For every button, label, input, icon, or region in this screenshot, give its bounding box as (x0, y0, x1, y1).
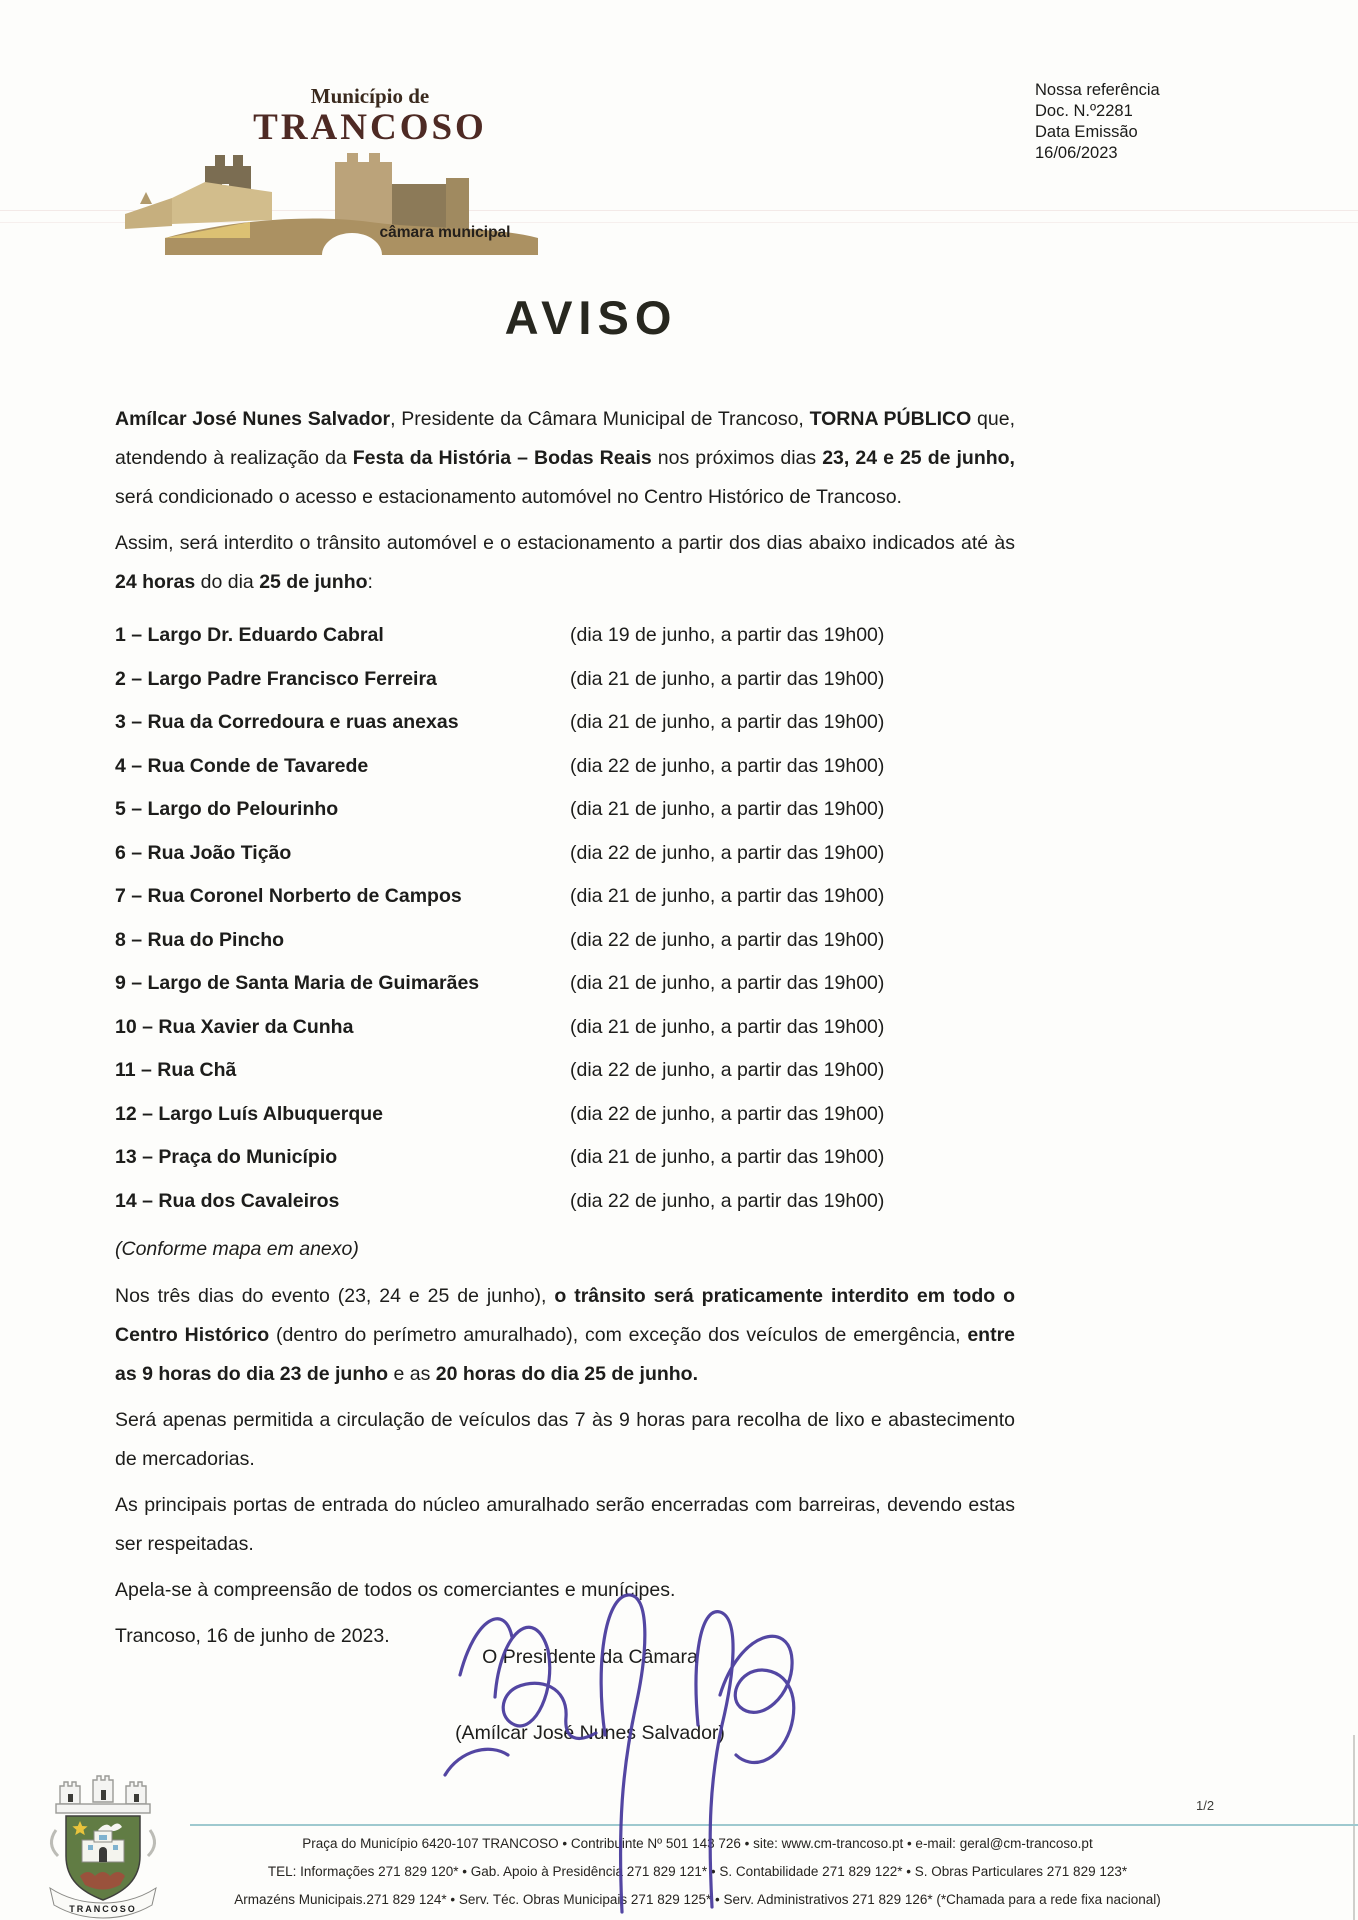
street-label: 12 – Largo Luís Albuquerque (115, 1102, 383, 1125)
logo-wordmark: TRANCOSO (253, 107, 487, 148)
street-row (115, 701, 1015, 745)
street-date: (dia 21 de junho, a partir das 19h00) (570, 667, 885, 690)
street-label: 14 – Rua dos Cavaleiros (115, 1189, 340, 1212)
street-label: 9 – Largo de Santa Maria de Guimarães (115, 972, 480, 994)
page-number: 1/2 (1196, 1798, 1215, 1813)
street-label: 2 – Largo Padre Francisco Ferreira (115, 667, 437, 690)
street-date: (dia 21 de junho, a partir das 19h00) (570, 798, 885, 820)
signer-name: (Amílcar José Nunes Salvador) (455, 1722, 725, 1744)
street-label: 1 – Largo Dr. Eduardo Cabral (115, 624, 384, 646)
intro-text: que, atendendo à realização da (115, 408, 1015, 469)
street-label: 11 – Rua Chã (115, 1059, 237, 1081)
map-annex-note: (Conforme mapa em anexo) (115, 1238, 359, 1260)
footer-phone-line: TEL: Informações 271 829 120* • Gab. Apoio à Presidência 271 829 121* • S. Contabilidade 271 829 122* • S. Obras Particulares 271 829 123* (267, 1864, 1128, 1879)
logo-municipio-text: Município de (310, 84, 430, 108)
street-date: (dia 22 de junho, a partir das 19h00) (570, 1059, 885, 1081)
place-dateline: Trancoso, 16 de junho de 2023. (115, 1625, 390, 1647)
logo-caption: câmara municipal (379, 224, 511, 241)
intro-text: Assim, será interdito o trânsito automóvel e o estacionamento a partir dos dias abaixo indicados até às (115, 532, 1015, 554)
body-paragraph-5: As principais portas de entrada do núcleo amuralhado serão encerradas com barreiras, devendo estas ser respeitadas. (115, 1494, 1015, 1555)
street-row (115, 1006, 1015, 1050)
street-row (115, 1180, 1015, 1224)
street-date: (dia 22 de junho, a partir das 19h00) (570, 841, 885, 864)
intro-text: : (367, 571, 373, 593)
event-name: Festa da História – Bodas Reais (352, 447, 652, 469)
reference-block (1035, 80, 1160, 164)
document-title: AVISO (504, 291, 678, 344)
footer-divider (190, 1824, 1358, 1826)
body-paragraph-6: Apela-se à compreensão de todos os comerciantes e munícipes. (115, 1579, 676, 1601)
traffic-ban-statement: o trânsito será praticamente interdito em todo o Centro Histórico (115, 1285, 1015, 1346)
footer-contact-block (150, 1830, 1245, 1914)
street-row (115, 1136, 1015, 1180)
reference-label: Nossa referência (1035, 81, 1160, 99)
body-paragraph-4: Será apenas permitida a circulação de veículos das 7 às 9 horas para recolha de lixo e abastecimento de mercadorias. (115, 1409, 1015, 1470)
signer-role: O Presidente da Câmara (482, 1646, 698, 1668)
street-row (115, 875, 1015, 919)
footer-services-line: Armazéns Municipais.271 829 124* • Serv. Téc. Obras Municipais 271 829 125* • Serv. Administrativos 271 829 126* (*Chamada para a rede fixa nacional) (234, 1892, 1161, 1907)
municipality-logo (110, 80, 580, 248)
street-date: (dia 19 de junho, a partir das 19h00) (570, 624, 885, 646)
street-date: (dia 21 de junho, a partir das 19h00) (570, 711, 885, 733)
signature-block (370, 1645, 810, 1745)
ban-end: 20 horas do dia 25 de junho. (435, 1363, 699, 1385)
deadline-date: 25 de junho (259, 571, 368, 593)
street-date: (dia 21 de junho, a partir das 19h00) (570, 972, 885, 994)
intro-text: nos próximos dias (651, 447, 823, 469)
intro-text: , Presidente da Câmara Municipal de Trancoso, (390, 408, 810, 430)
street-label: 8 – Rua do Pincho (115, 928, 285, 951)
street-row (115, 658, 1015, 702)
document-body (115, 290, 1015, 1656)
intro-text: será condicionado o acesso e estacionamento automóvel no Centro Histórico de Trancoso. (115, 486, 902, 508)
reference-doc-number: Doc. N.º2281 (1035, 102, 1133, 121)
body-text: (dentro do perímetro amuralhado), com exceção dos veículos de emergência, (275, 1324, 968, 1346)
street-date: (dia 22 de junho, a partir das 19h00) (570, 1189, 885, 1212)
street-date: (dia 21 de junho, a partir das 19h00) (570, 885, 885, 907)
reference-emission-label: Data Emissão (1035, 123, 1138, 142)
intro-paragraph-2 (115, 524, 1015, 602)
coat-of-arms (38, 1770, 168, 1920)
street-label: 6 – Rua João Tição (115, 841, 292, 864)
body-text: Nos três dias do evento (23, 24 e 25 de junho), (115, 1285, 555, 1307)
scan-edge-line (1353, 1735, 1355, 1920)
street-date: (dia 22 de junho, a partir das 19h00) (570, 928, 885, 951)
body-paragraph-3 (115, 1277, 1015, 1394)
street-row (115, 614, 1015, 658)
street-date: (dia 21 de junho, a partir das 19h00) (570, 1146, 885, 1168)
torna-publico: TORNA PÚBLICO (809, 408, 972, 430)
street-label: 13 – Praça do Município (115, 1146, 338, 1168)
street-row (115, 962, 1015, 1006)
street-row (115, 1049, 1015, 1093)
footer-address-line: Praça do Município 6420-107 TRANCOSO • Contribuinte Nº 501 143 726 • site: www.cm-trancoso.pt • e-mail: geral@cm-trancoso.pt (302, 1836, 1093, 1851)
street-date: (dia 21 de junho, a partir das 19h00) (570, 1015, 885, 1038)
reference-emission-date: 16/06/2023 (1035, 144, 1118, 163)
president-name: Amílcar José Nunes Salvador (115, 408, 391, 430)
street-label: 3 – Rua da Corredoura e ruas anexas (115, 711, 459, 733)
deadline-hours: 24 horas (115, 571, 196, 593)
intro-text: do dia (195, 571, 260, 593)
street-row (115, 788, 1015, 832)
street-date: (dia 22 de junho, a partir das 19h00) (570, 1102, 885, 1125)
crest-caption: TRANCOSO (69, 1904, 137, 1914)
street-date: (dia 22 de junho, a partir das 19h00) (570, 754, 885, 777)
intro-paragraph-1 (115, 400, 1015, 517)
event-dates: 23, 24 e 25 de junho, (822, 447, 1015, 469)
street-label: 10 – Rua Xavier da Cunha (115, 1015, 354, 1038)
street-row (115, 745, 1015, 789)
body-text: e as (388, 1363, 436, 1385)
street-label: 5 – Largo do Pelourinho (115, 798, 339, 820)
street-label: 7 – Rua Coronel Norberto de Campos (115, 885, 462, 907)
ban-start: entre as 9 horas do dia 23 de junho (115, 1324, 1015, 1385)
street-row (115, 832, 1015, 876)
street-row (115, 1093, 1015, 1137)
street-list (115, 614, 1015, 1223)
street-label: 4 – Rua Conde de Tavarede (115, 754, 369, 777)
street-row (115, 919, 1015, 963)
